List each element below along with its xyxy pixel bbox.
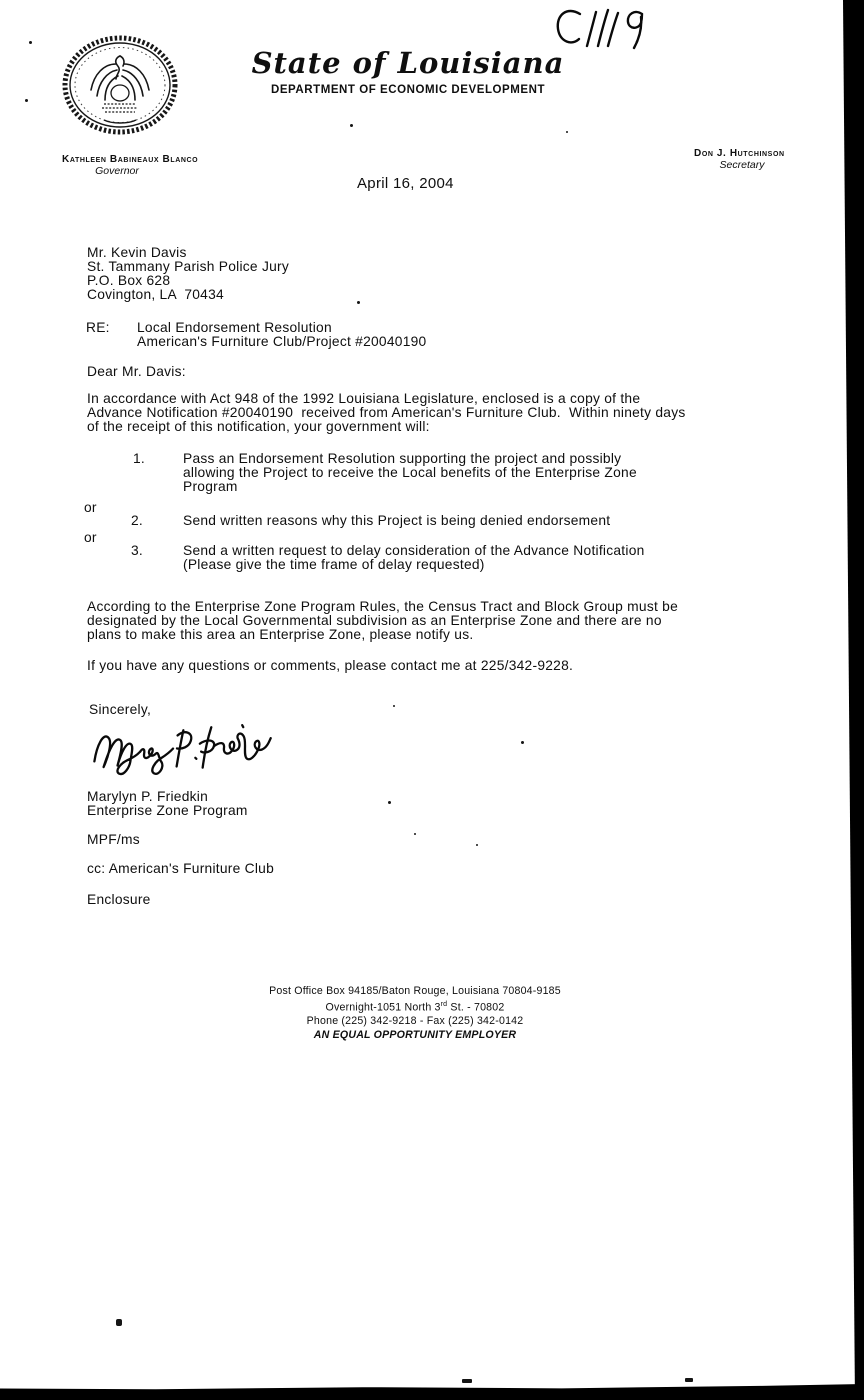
list-number-3: 3.: [131, 543, 144, 558]
scan-speck: [521, 741, 524, 744]
secretary-name: Don J. Hutchinson: [694, 148, 785, 159]
signer-name: Marylyn P. Friedkin: [87, 789, 209, 804]
scan-speck: [25, 99, 28, 102]
recipient-line: Covington, LA 70434: [87, 286, 224, 302]
footer-overnight-ordinal: rd: [440, 1001, 448, 1009]
letter-date: April 16, 2004: [357, 175, 454, 192]
salutation: Dear Mr. Davis:: [87, 364, 186, 379]
recipient-line: P.O. Box 628: [87, 272, 171, 288]
reference-initials: MPF/ms: [87, 832, 140, 847]
scan-speck: [350, 124, 353, 127]
paragraph-line: plans to make this area an Enterprise Zone, please notify us.: [87, 626, 474, 642]
footer-address: Post Office Box 94185/Baton Rouge, Louisiana 70804-9185: [269, 985, 561, 997]
signer-block: [87, 790, 248, 818]
list-item-line: Pass an Endorsement Resolution supporting the project and possibly: [183, 451, 622, 466]
handwritten-signature: [87, 710, 294, 786]
scan-speck: [476, 844, 478, 846]
re-line: American's Furniture Club/Project #20040190: [137, 333, 427, 349]
handwritten-code: [552, 5, 657, 58]
paragraph-line: In accordance with Act 948 of the 1992 Louisiana Legislature, enclosed is a copy of the: [87, 391, 641, 406]
scan-speck: [357, 301, 360, 304]
list-item-3: [183, 544, 645, 572]
governor-block: [62, 154, 202, 177]
department-name: DEPARTMENT OF ECONOMIC DEVELOPMENT: [270, 84, 546, 96]
list-item-2: [183, 514, 610, 528]
footer-overnight: Overnight-1051 North 3rd St. - 70802: [325, 1001, 505, 1014]
paragraph-line: of the receipt of this notification, your government will:: [87, 418, 430, 434]
list-item-line: Program: [183, 478, 238, 494]
recipient-address: [87, 246, 289, 302]
or-connector-1: or: [84, 500, 97, 515]
scan-speck: [388, 801, 391, 804]
secretary-block: [694, 148, 794, 171]
closing: Sincerely,: [89, 702, 152, 717]
state-title: State of Louisiana: [251, 46, 565, 80]
scan-speck: [393, 705, 395, 707]
list-item-line: (Please give the time frame of delay requested): [183, 556, 485, 572]
secretary-title: Secretary: [719, 159, 765, 171]
list-item-line: Send written reasons why this Project is being denied endorsement: [183, 513, 611, 528]
recipient-line: St. Tammany Parish Police Jury: [87, 258, 290, 274]
paragraph-line: designated by the Local Governmental subdivision as an Enterprise Zone and there are no: [87, 612, 662, 628]
list-item-1: [183, 452, 637, 494]
footer-eeo-line: AN EQUAL OPPORTUNITY EMPLOYER: [313, 1028, 517, 1041]
or-connector-2: or: [84, 530, 97, 545]
cc-line: cc: American's Furniture Club: [87, 861, 275, 876]
re-label: RE:: [86, 320, 110, 335]
body-paragraph-2: [87, 600, 678, 642]
scan-speck: [414, 833, 416, 835]
enclosure-line: Enclosure: [87, 892, 151, 907]
paragraph-line: Advance Notification #20040190 received from American's Furniture Club. Within ninety days: [87, 404, 686, 420]
paragraph-line: According to the Enterprise Zone Program Rules, the Census Tract and Block Group must be: [87, 599, 679, 614]
re-line: Local Endorsement Resolution: [137, 320, 332, 335]
list-number-1: 1.: [133, 451, 146, 466]
footer-phone-fax: Phone (225) 342-9218 - Fax (225) 342-0142: [306, 1015, 524, 1028]
body-paragraph-3: If you have any questions or comments, please contact me at 225/342-9228.: [87, 658, 574, 673]
re-subject: [137, 321, 426, 349]
scan-speck: [462, 1379, 472, 1383]
scan-speck: [685, 1378, 693, 1382]
scan-speck: [116, 1319, 122, 1326]
body-paragraph-1: [87, 392, 686, 434]
list-number-2: 2.: [131, 513, 144, 528]
list-item-line: Send a written request to delay consideration of the Advance Notification: [183, 543, 645, 558]
scan-speck: [29, 41, 32, 44]
governor-name: Kathleen Babineaux Blanco: [62, 154, 199, 165]
signer-title: Enterprise Zone Program: [87, 802, 248, 818]
scan-speck: [566, 131, 568, 133]
governor-title: Governor: [95, 165, 139, 177]
louisiana-state-seal-icon: [60, 34, 180, 141]
letter-footer: [115, 985, 715, 1042]
recipient-line: Mr. Kevin Davis: [87, 245, 187, 260]
list-item-line: allowing the Project to receive the Local benefits of the Enterprise Zone: [183, 464, 637, 480]
